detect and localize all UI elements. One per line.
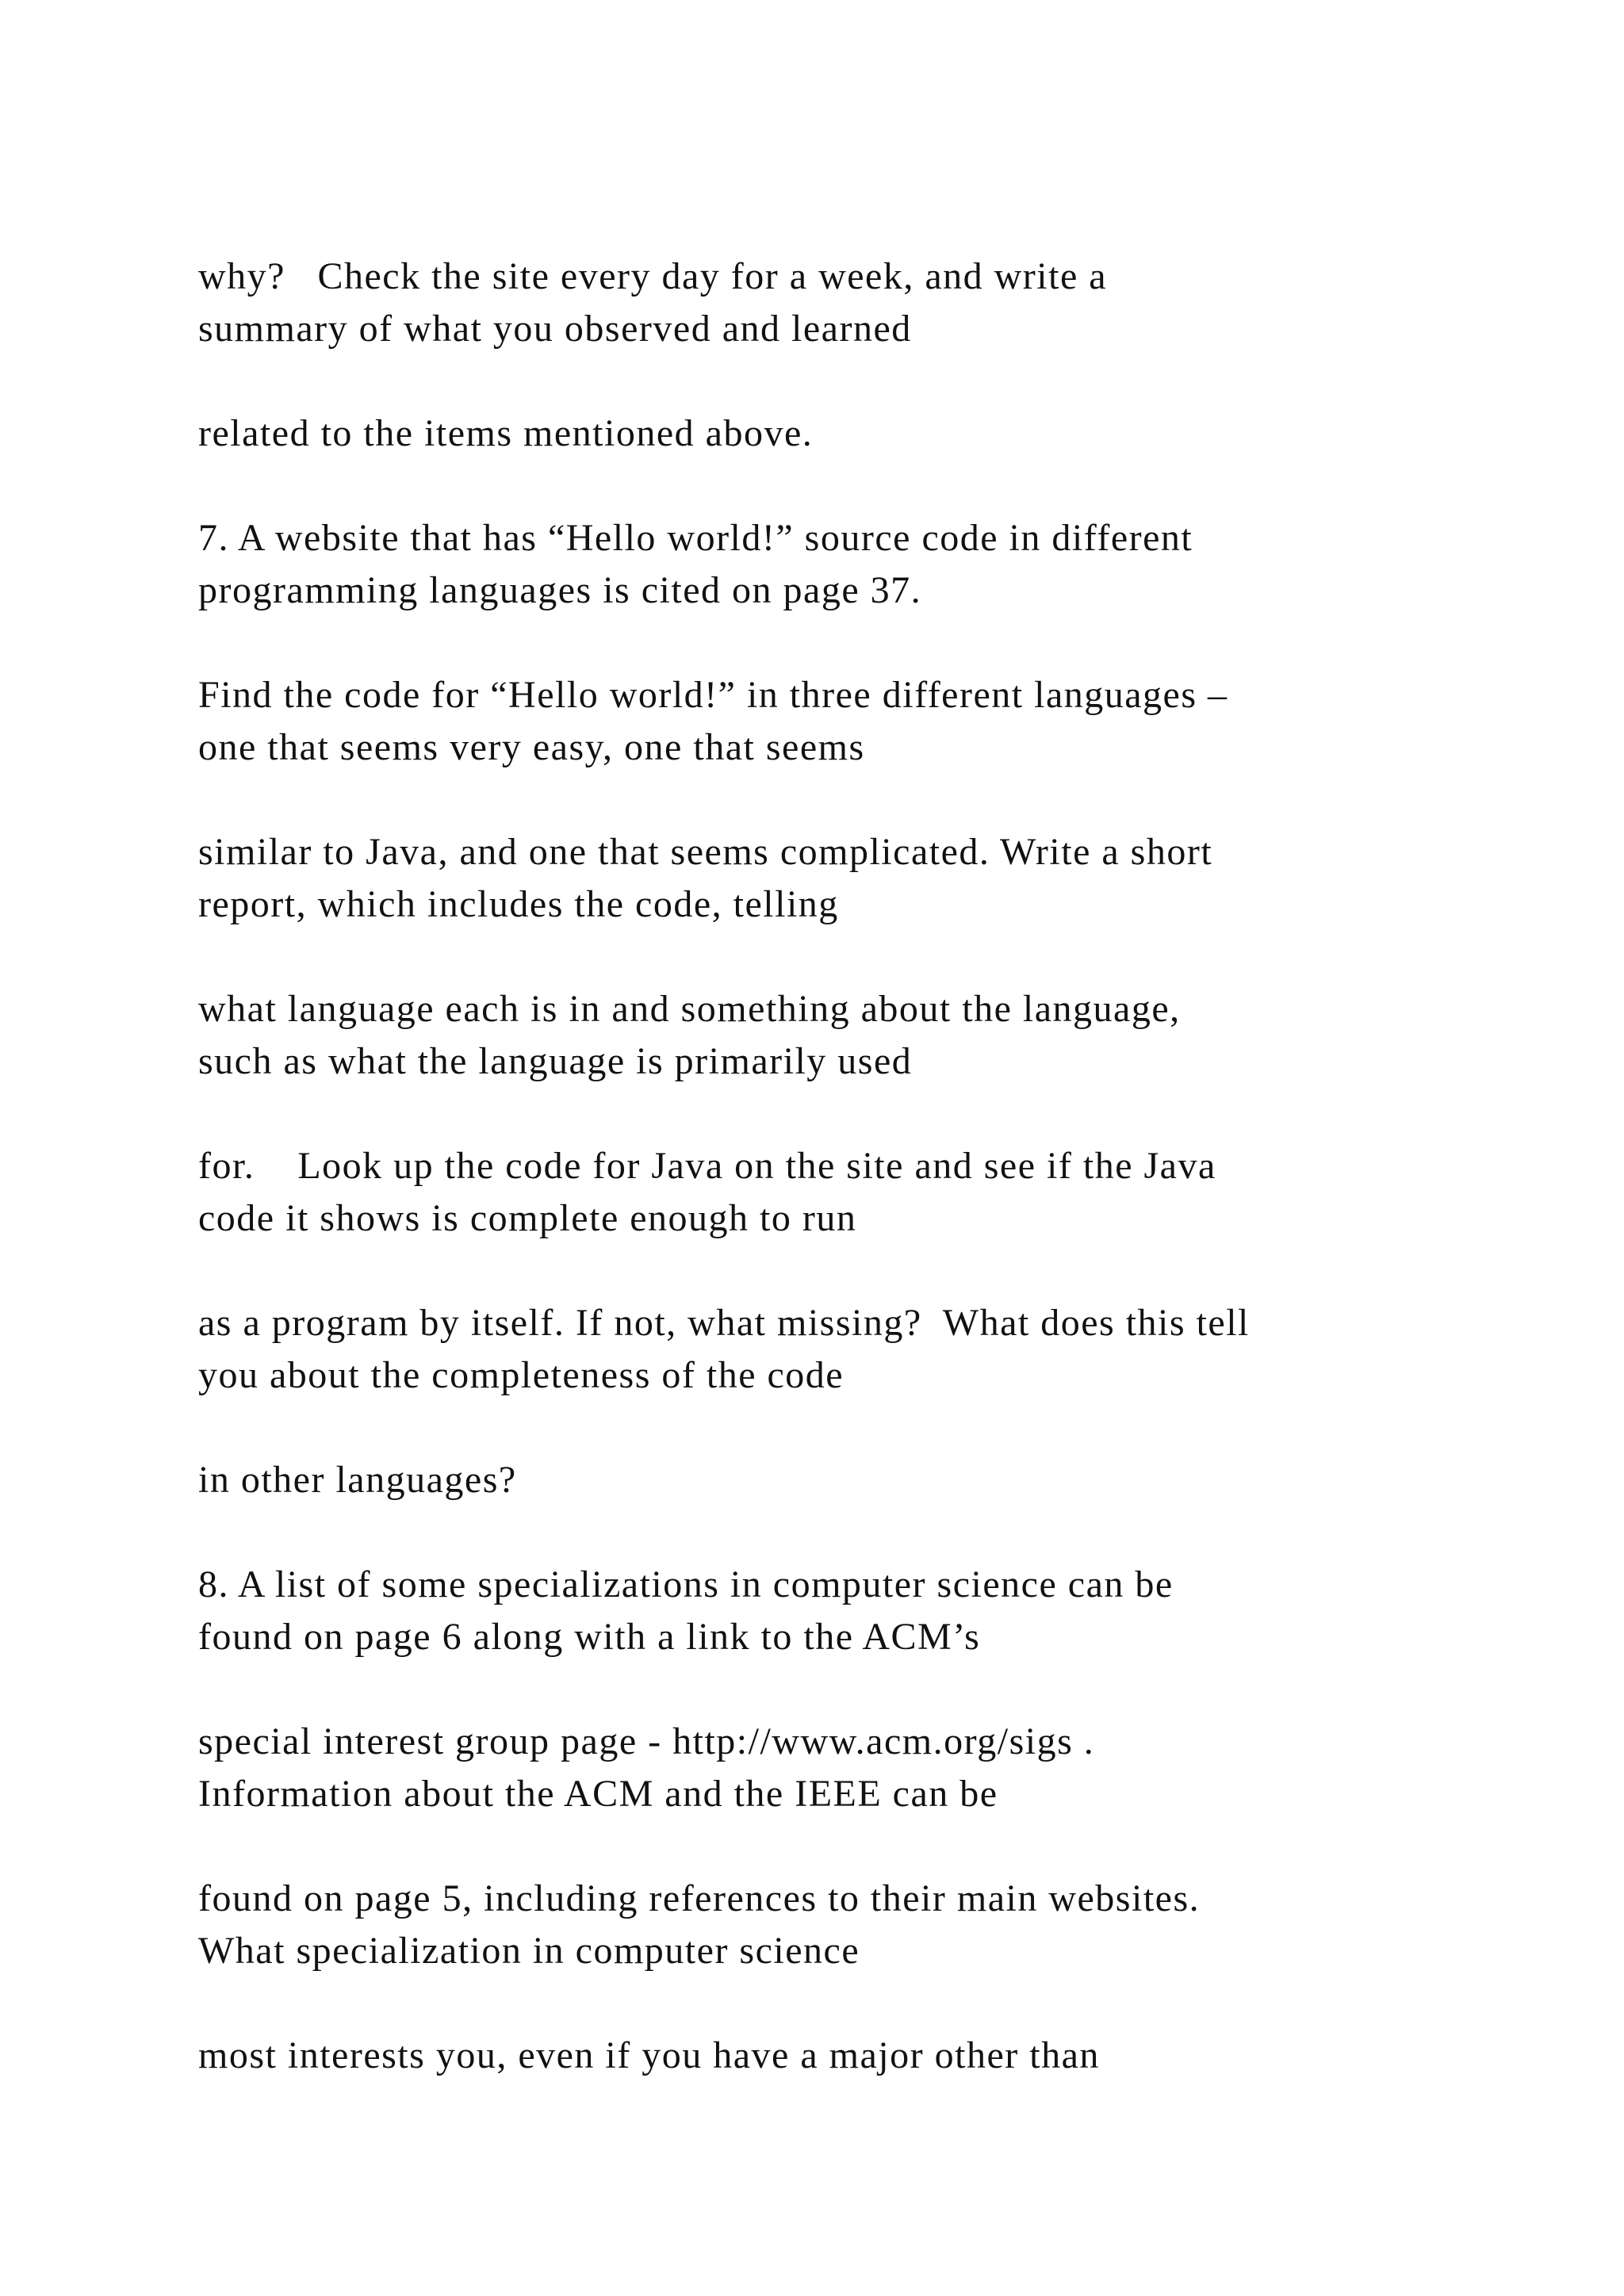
paragraph <box>198 2030 1499 2082</box>
text-line: found on page 6 along with a link to the ACM’s <box>198 1616 981 1658</box>
text-line: most interests you, even if you have a major other than <box>198 2034 1100 2076</box>
text-line: one that seems very easy, one that seems <box>198 726 865 768</box>
text-line: 8. A list of some specializations in computer science can be <box>198 1563 1174 1605</box>
paragraph <box>198 1559 1499 1663</box>
text-line: as a program by itself. If not, what missing? What does this tell <box>198 1302 1250 1344</box>
text-line: related to the items mentioned above. <box>198 412 814 454</box>
text-line: Information about the ACM and the IEEE can be <box>198 1773 998 1815</box>
paragraph <box>198 1873 1499 1977</box>
text-line: such as what the language is primarily used <box>198 1040 913 1082</box>
text-line: what language each is in and something about the language, <box>198 988 1181 1030</box>
paragraph <box>198 1716 1499 1820</box>
text-line: for. Look up the code for Java on the site and see if the Java <box>198 1145 1216 1187</box>
text-line: report, which includes the code, telling <box>198 883 839 925</box>
paragraph <box>198 512 1499 617</box>
document-body <box>198 251 1499 2134</box>
text-line: summary of what you observed and learned <box>198 308 912 350</box>
paragraph <box>198 983 1499 1088</box>
text-line: Find the code for “Hello world!” in three different languages – <box>198 674 1228 716</box>
paragraph <box>198 826 1499 931</box>
text-line: What specialization in computer science <box>198 1930 860 1972</box>
text-line: you about the completeness of the code <box>198 1354 845 1396</box>
text-line: why? Check the site every day for a week, and write a <box>198 255 1108 297</box>
paragraph <box>198 669 1499 774</box>
paragraph <box>198 1454 1499 1506</box>
text-line: code it shows is complete enough to run <box>198 1197 857 1239</box>
text-line: found on page 5, including references to their main websites. <box>198 1877 1201 1919</box>
paragraph <box>198 251 1499 355</box>
text-line: special interest group page - http://www.acm.org/sigs . <box>198 1720 1095 1762</box>
text-line: similar to Java, and one that seems complicated. Write a short <box>198 831 1213 873</box>
paragraph <box>198 1140 1499 1245</box>
paragraph <box>198 408 1499 460</box>
paragraph <box>198 1297 1499 1402</box>
text-line: 7. A website that has “Hello world!” source code in different <box>198 517 1193 559</box>
text-line: in other languages? <box>198 1459 517 1501</box>
text-line: programming languages is cited on page 37. <box>198 569 922 611</box>
